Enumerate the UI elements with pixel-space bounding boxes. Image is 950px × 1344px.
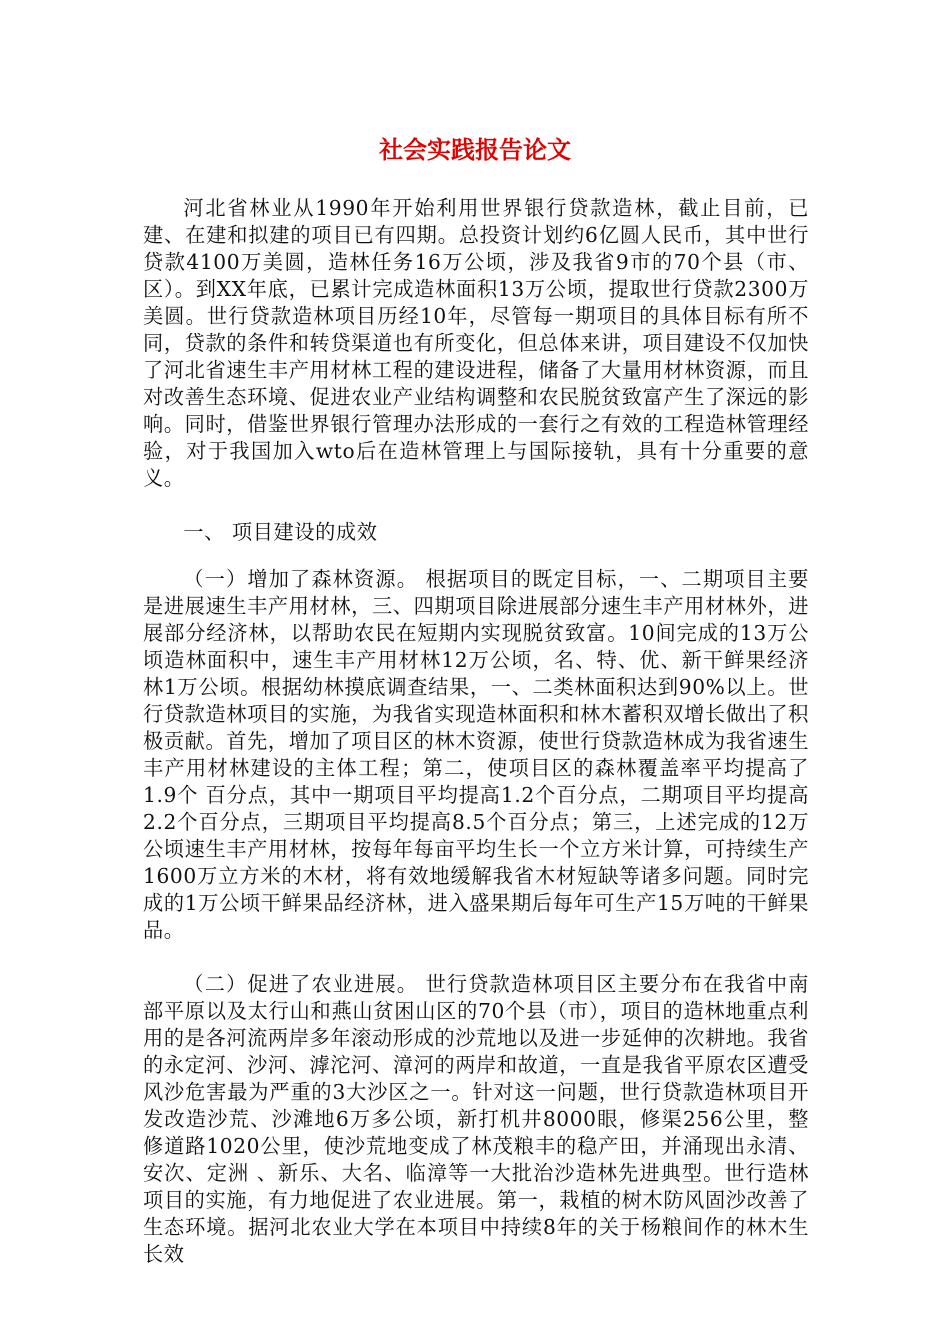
section-heading: 一、 项目建设的成效: [183, 520, 378, 544]
paragraph-intro: 河北省林业从1990年开始利用世界银行贷款造林，截止目前，已建、在建和拟建的项目已有四期。总投资计划约6亿圆人民币，其中世行贷款4100万美圆，造林任务16万公顷，涉及我省9市的70个县（市、区）。到XX年底，已累计完成造林面积13万公顷，提取世行贷款2300万美圆。世行贷款造林项目历经10年，尽管每一期项目的具体目标有所不同，贷款的条件和转贷渠道也有所变化，但总体来讲，项目建设不仅加快了河北省速生丰产用材林工程的建设进程，储备了大量用材林资源，而且对改善生态环境、促进农业产业结构调整和农民脱贫致富产生了深远的影响。同时，借鉴世界银行管理办法形成的一套行之有效的工程造林管理经验，对于我国加入wto后在造林管理上与国际接轨，具有十分重要的意义。: [143, 196, 809, 490]
paragraph-agriculture: （二）促进了农业进展。 世行贷款造林项目区主要分布在我省中南部平原以及太行山和燕山贫困山区的70个县（市），项目的造林地重点利用的是各河流两岸多年滚动形成的沙荒地以及进一步延伸的次耕地。我省的永定河、沙河、滹沱河、漳河的两岸和故道，一直是我省平原农区遭受风沙危害最为严重的3大沙区之一。针对这一问题，世行贷款造林项目开发改造沙荒、沙滩地6万多公顷，新打机井8000眼，修渠256公里，整修道路1020公里，使沙荒地变成了林茂粮丰的稳产田，并涌现出永清、安次、定洲 、新乐、大名、临漳等一大批治沙造林先进典型。世行造林项目的实施，有力地促进了农业进展。第一，栽植的树木防风固沙改善了生态环境。据河北农业大学在本项目中持续8年的关于杨粮间作的林木生长效: [143, 972, 809, 1266]
document-title: 社会实践报告论文: [379, 136, 571, 164]
document-body: [143, 195, 809, 1268]
paragraph-forest-resources: （一）增加了森林资源。 根据项目的既定目标，一、二期项目主要是进展速生丰产用材林，三、四期项目除进展部分速生丰产用材林外，进展部分经济林，以帮助农民在短期内实现脱贫致富。10间完成的13万公顷造林面积中，速生丰产用材林12万公顷，名、特、优、新干鲜果经济林1万公顷。根据幼林摸底调查结果，一、二类林面积达到90%以上。世行贷款造林项目的实施，为我省实现造林面积和林木蓄积双增长做出了积极贡献。首先，增加了项目区的林木资源，使世行贷款造林成为我省速生丰产用材林建设的主体工程；第二，使项目区的森林覆盖率平均提高了1.9个 百分点，其中一期项目平均提高1.2个百分点，二期项目平均提高2.2个百分点，三期项目平均提高8.5个百分点；第三，上述完成的12万公顷速生丰产用材林，按每年每亩平均生长一个立方米计算，可持续生产1600万立方米的木材，将有效地缓解我省木材短缺等诸多问题。同时完成的1万公顷干鲜果品经济林，进入盛果期后每年可生产15万吨的干鲜果品。: [143, 567, 809, 942]
